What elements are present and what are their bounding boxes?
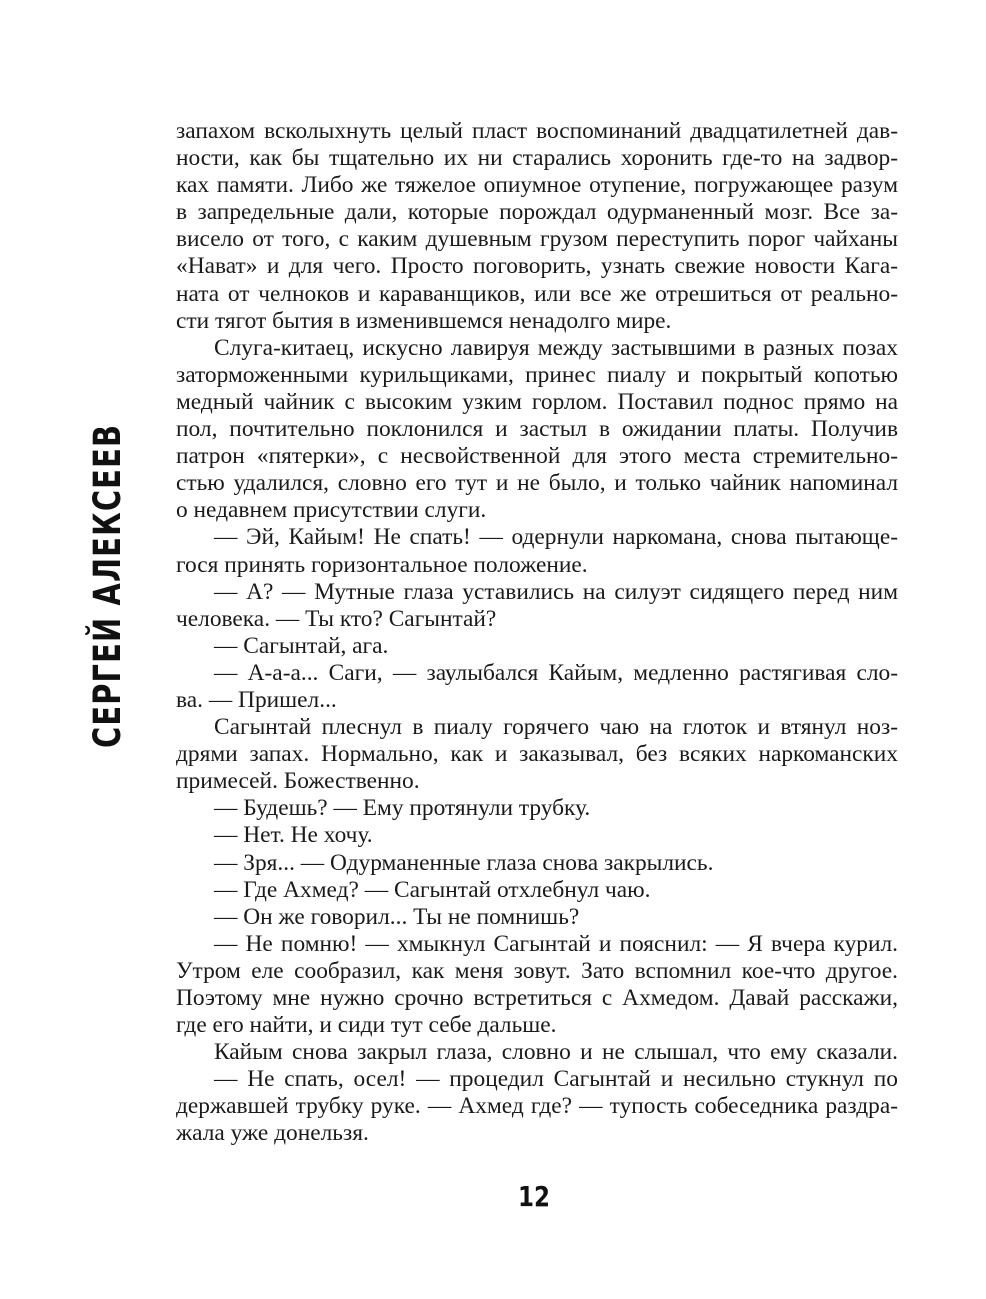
text-line: Сагынтай плеснул в пиалу горячего чаю на глоток и втянул ноз- xyxy=(214,714,898,741)
text-line: в запредельные дали, которые порождал одурманенный мозг. Все за- xyxy=(176,199,898,226)
text-line: пол, почтительно поклонился и застыл в ожидании платы. Получив xyxy=(176,416,898,443)
text-line: патрон «пятерки», с несвойственной для этого места стремительно- xyxy=(176,443,898,470)
text-line: гося принять горизонтальное положение. xyxy=(176,551,588,578)
text-line: Слуга-китаец, искусно лавируя между застывшими в разных позах xyxy=(214,334,898,361)
text-line: — Он же говорил... Ты не помнишь? xyxy=(214,903,580,930)
text-line: — Не помню! — хмыкнул Сагынтай и пояснил: — Я вчера курил. xyxy=(214,930,898,957)
text-line: — А-а-а... Саги, — заулыбался Кайым, медленно растягивая сло- xyxy=(214,659,898,686)
text-line: — Не спать, осел! — процедил Сагынтай и несильно стукнул по xyxy=(214,1066,898,1093)
text-line: где его найти, и сиди тут себе дальше. xyxy=(176,1012,557,1039)
text-line: ва. — Пришел... xyxy=(176,686,337,713)
text-line: сти тягот бытия в изменившемся ненадолго мире. xyxy=(176,307,672,334)
text-line: «Нават» и для чего. Просто поговорить, узнать свежие новости Кага- xyxy=(176,253,898,280)
text-line: Утром еле сообразил, как меня зовут. Зато вспомнил кое-что другое. xyxy=(176,957,898,984)
text-line: Кайым снова закрыл глаза, словно и не слышал, что ему сказали. xyxy=(214,1039,898,1066)
text-line: человека. — Ты кто? Сагынтай? xyxy=(176,605,497,632)
text-line: — Где Ахмед? — Сагынтай отхлебнул чаю. xyxy=(214,876,651,903)
text-line: дрями запах. Нормально, как и заказывал, без всяких наркоманских xyxy=(176,741,898,768)
text-line: Поэтому мне нужно срочно встретиться с Ахмедом. Давай расскажи, xyxy=(176,985,898,1011)
text-line: о недавнем присутствии слуги. xyxy=(176,497,487,524)
page-number: 12 xyxy=(518,1180,550,1213)
text-line: державшей трубку руке. — Ахмед где? — тупость собеседника раздра- xyxy=(176,1093,898,1120)
text-line: заторможенными курильщиками, принес пиалу и покрытый копотью xyxy=(176,361,898,388)
body-text xyxy=(176,118,898,1148)
text-line: ках памяти. Либо же тяжелое опиумное отупение, погружающее разум xyxy=(176,172,898,199)
text-line: — Сагынтай, ага. xyxy=(214,632,389,659)
text-line: примесей. Божественно. xyxy=(176,768,420,795)
text-line: запахом всколыхнуть целый пласт воспоминаний двадцатилетней дав- xyxy=(176,118,898,144)
text-line: ности, как бы тщательно их ни старались хоронить где-то на задвор- xyxy=(176,145,898,172)
text-line: ната от челноков и караванщиков, или все же отрешиться от реально- xyxy=(176,280,898,307)
text-line: — Нет. Не хочу. xyxy=(214,822,373,849)
text-line: медный чайник с высоким узким горлом. Поставил поднос прямо на xyxy=(176,388,898,415)
text-line: — Эй, Кайым! Не спать! — одернули наркомана, снова пытающе- xyxy=(214,524,898,551)
running-head-author: СЕРГЕЙ АЛЕКСЕЕВ xyxy=(86,423,129,748)
text-line: — А? — Мутные глаза уставились на силуэт сидящего перед ним xyxy=(214,578,898,605)
text-line: — Зря... — Одурманенные глаза снова закрылись. xyxy=(214,849,714,876)
text-line: стью удалился, словно его тут и не было, и только чайник напоминал xyxy=(176,470,898,497)
text-line: жала уже донельзя. xyxy=(176,1120,369,1147)
text-line: — Будешь? — Ему протянули трубку. xyxy=(214,795,591,822)
text-line: висело от того, с каким душевным грузом переступить порог чайханы xyxy=(176,226,898,253)
